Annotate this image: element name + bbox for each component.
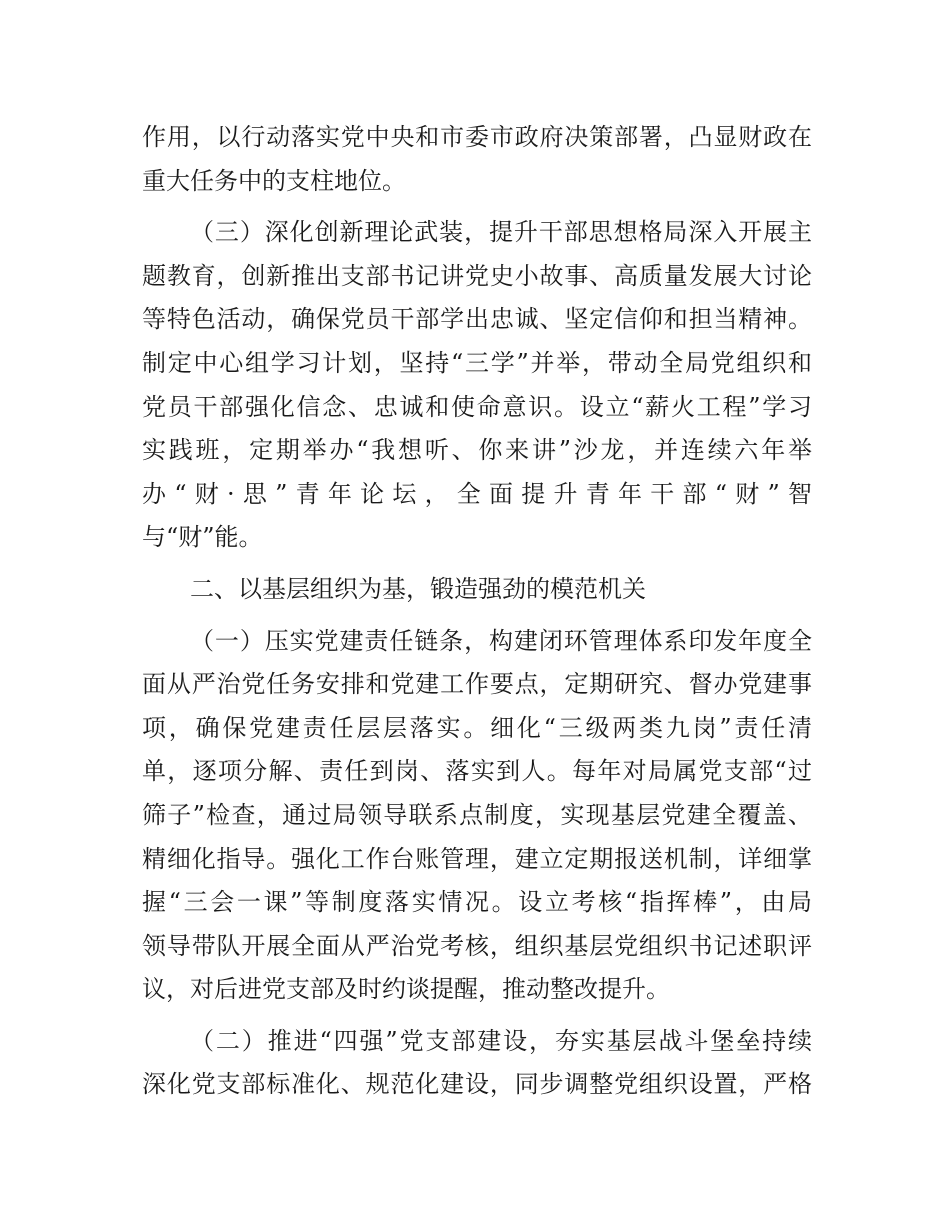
text-line: 精细化指导。强化工作台账管理，建立定期报送机制，详细掌	[142, 844, 812, 873]
text-line: 重大任务中的支柱地位。	[142, 166, 406, 195]
paragraph	[142, 620, 812, 1012]
text-line: 项，确保党建责任层层落实。细化“三级两类九岗”责任清	[142, 713, 812, 742]
paragraph	[142, 211, 812, 560]
text-line: 实践班，定期举办“我想听、你来讲”沙龙，并连续六年举	[142, 436, 812, 465]
text-line: 作用，以行动落实党中央和市委市政府决策部署，凸显财政在	[142, 123, 812, 151]
text-line: 面从严治党任务安排和党建工作要点，定期研究、督办党建事	[142, 670, 812, 699]
text-line: 单，逐项分解、责任到岗、落实到人。每年对局属党支部“过	[142, 757, 812, 786]
section-heading	[142, 568, 812, 612]
paragraph	[142, 1020, 812, 1107]
text-line: 题教育，创新推出支部书记讲党史小故事、高质量发展大讨论	[142, 261, 812, 290]
text-line: 领导带队开展全面从严治党考核，组织基层党组织书记述职评	[142, 931, 812, 960]
text-line: 深化党支部标准化、规范化建设，同步调整党组织设置，严格	[142, 1070, 812, 1099]
text-line: 筛子”检查，通过局领导联系点制度，实现基层党建全覆盖、	[142, 800, 812, 829]
paragraph	[142, 116, 812, 203]
text-line: 党员干部强化信念、忠诚和使命意识。设立“薪火工程”学习	[142, 392, 812, 421]
text-line: 握“三会一课”等制度落实情况。设立考核“指挥棒”，由局	[142, 888, 812, 917]
text-line: 与“财”能。	[142, 523, 263, 552]
text-line: 制定中心组学习计划，坚持“三学”并举，带动全局党组织和	[142, 348, 812, 377]
text-line: （二）推进“四强”党支部建设，夯实基层战斗堡垒持续	[190, 1026, 812, 1055]
text-line: 办“财·思”青年论坛，全面提升青年干部“财”智	[142, 479, 812, 508]
text-line: 议，对后进党支部及时约谈提醒，推动整改提升。	[142, 975, 670, 1004]
document-page	[142, 116, 812, 1107]
heading-line: 二、以基层组织为基，锻造强劲的模范机关	[190, 574, 646, 603]
text-line: 等特色活动，确保党员干部学出忠诚、坚定信仰和担当精神。	[142, 305, 812, 334]
text-line: （三）深化创新理论武装，提升干部思想格局深入开展主	[190, 218, 812, 247]
text-line: （一）压实党建责任链条，构建闭环管理体系印发年度全	[190, 626, 812, 655]
